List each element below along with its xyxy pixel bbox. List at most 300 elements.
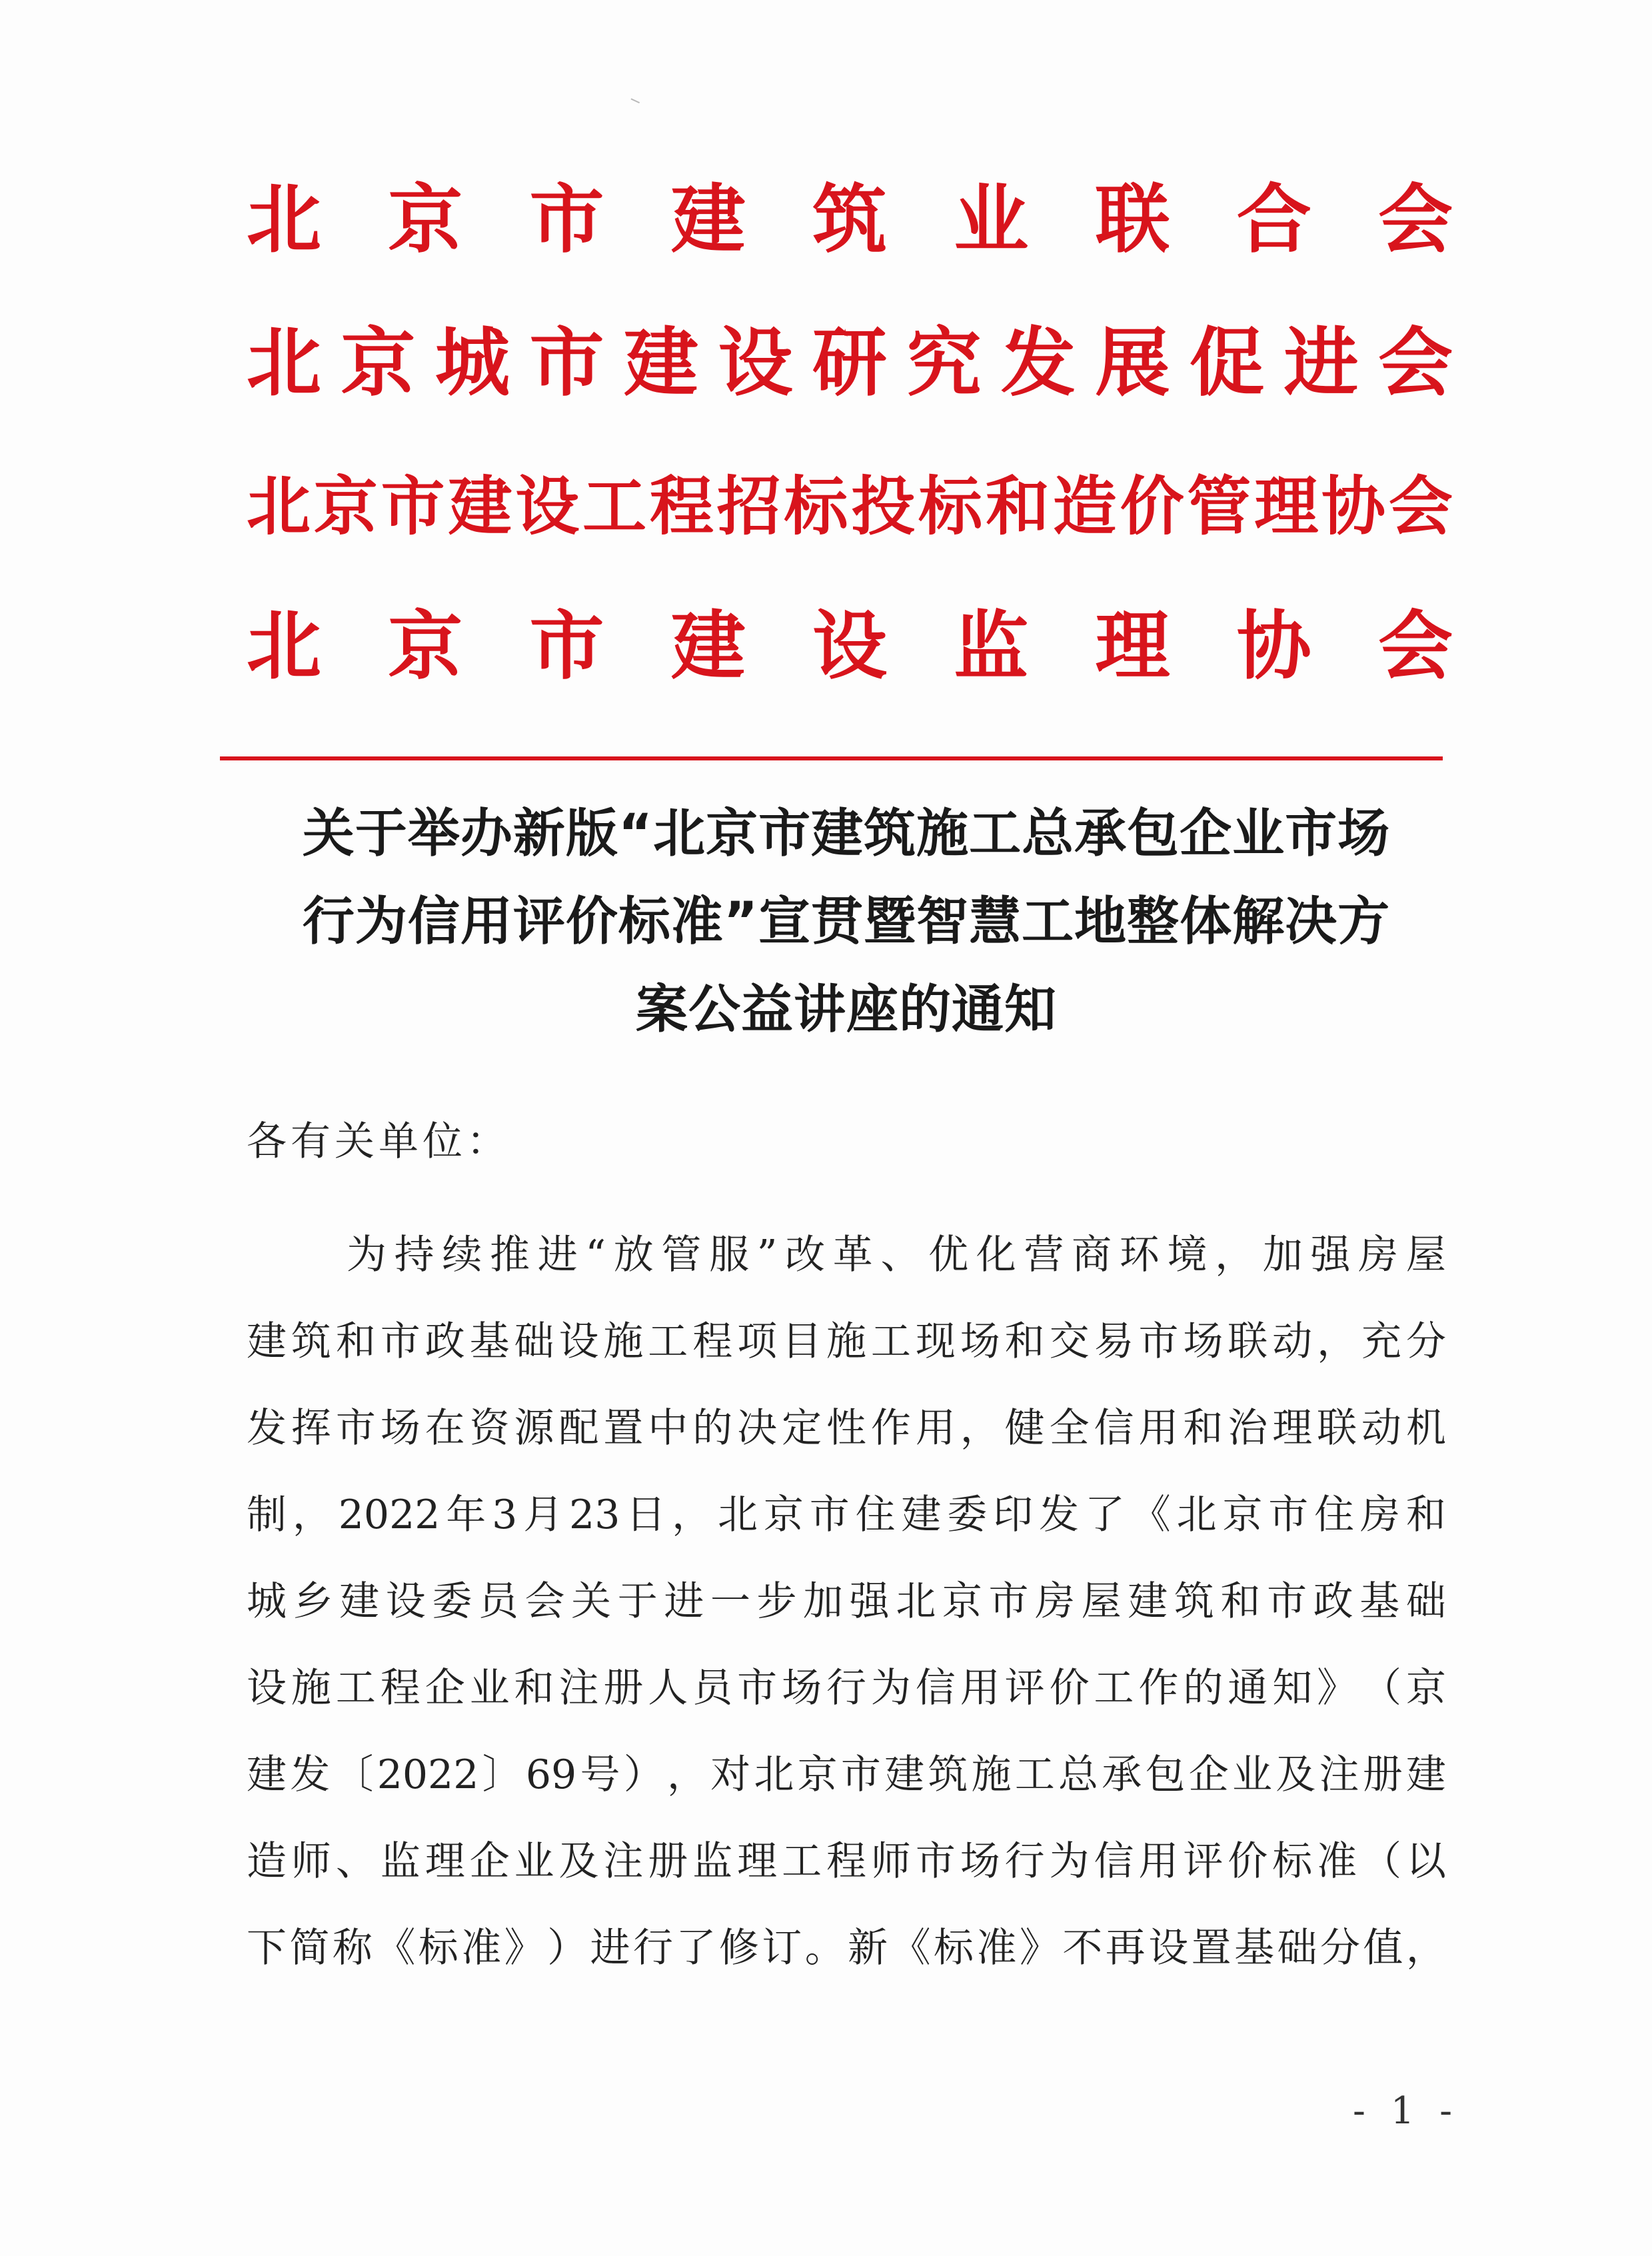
text-glyph: 交 — [1049, 1318, 1090, 1365]
text-glyph: 简 — [289, 1925, 330, 1971]
text-glyph: 城 — [435, 320, 510, 407]
text-glyph: 订 — [762, 1925, 802, 1971]
text-glyph: 施 — [971, 1751, 1012, 1798]
text-glyph: 用 — [915, 1405, 956, 1452]
text-glyph: 发 — [1001, 320, 1076, 407]
text-glyph: 房 — [1035, 1578, 1076, 1625]
text-glyph: 政 — [424, 1318, 465, 1365]
text-glyph: “ — [585, 1232, 606, 1278]
text-glyph: 化 — [976, 1232, 1016, 1278]
text-glyph: 项 — [737, 1318, 778, 1365]
text-glyph: 为 — [1049, 1838, 1090, 1885]
text-glyph: 市 — [840, 1751, 881, 1798]
text-glyph: 京 — [797, 1751, 838, 1798]
text-glyph: 促 — [1190, 320, 1264, 407]
text-glyph: 程 — [692, 1318, 733, 1365]
text-glyph: 治 — [1228, 1405, 1268, 1452]
text-glyph: 会 — [1378, 177, 1453, 263]
text-glyph: 现 — [915, 1318, 956, 1365]
text-glyph: 市 — [915, 1838, 956, 1885]
red-header-rule — [220, 756, 1443, 760]
text-glyph: 场 — [782, 1665, 822, 1711]
text-glyph: 分 — [1405, 1318, 1446, 1365]
text-glyph: 和 — [1220, 1578, 1261, 1625]
body-line — [247, 1558, 1446, 1645]
text-glyph: 市 — [809, 1492, 850, 1538]
text-glyph: 易 — [1094, 1318, 1134, 1365]
text-glyph: 信 — [1094, 1838, 1134, 1885]
text-glyph: 价 — [1049, 1665, 1090, 1711]
text-glyph: 》 — [504, 1925, 544, 1971]
text-glyph: 制 — [247, 1492, 287, 1538]
text-glyph: 市 — [380, 1318, 420, 1365]
text-glyph: 信 — [1094, 1405, 1134, 1452]
text-glyph: 行 — [632, 1925, 673, 1971]
text-glyph: 号 — [580, 1751, 620, 1798]
text-glyph: 《 — [890, 1925, 931, 1971]
text-glyph: 和 — [514, 1665, 554, 1711]
text-glyph: ） — [547, 1925, 588, 1971]
text-glyph: 企 — [424, 1665, 465, 1711]
text-glyph: 北 — [247, 469, 311, 544]
text-glyph: 年 — [446, 1492, 486, 1538]
text-glyph: 推 — [490, 1232, 530, 1278]
text-glyph: 筑 — [812, 177, 887, 263]
text-glyph: 置 — [1191, 1925, 1232, 1971]
text-glyph: ， — [1215, 1232, 1255, 1278]
text-glyph: 册 — [1362, 1751, 1403, 1798]
text-glyph: 册 — [603, 1665, 644, 1711]
text-glyph: 政 — [1313, 1578, 1353, 1625]
text-glyph: 协 — [1321, 469, 1385, 544]
text-glyph: 注 — [603, 1838, 644, 1885]
text-glyph: 人 — [648, 1665, 688, 1711]
text-glyph: 为 — [347, 1232, 387, 1278]
text-glyph: 在 — [424, 1405, 465, 1452]
text-glyph: 市 — [1268, 1492, 1309, 1538]
text-glyph: 建 — [884, 1751, 925, 1798]
text-glyph: 程 — [380, 1665, 420, 1711]
text-glyph: 2022 — [338, 1492, 440, 1538]
body-line — [247, 1905, 1446, 1991]
text-glyph: 发 — [290, 1751, 331, 1798]
text-glyph: 研 — [812, 320, 887, 407]
text-glyph: 京 — [1222, 1492, 1263, 1538]
text-glyph: 用 — [960, 1665, 1000, 1711]
text-glyph: 会 — [524, 1578, 565, 1625]
text-glyph: （ — [1361, 1838, 1402, 1885]
text-glyph: 发 — [1039, 1492, 1079, 1538]
text-glyph: 建 — [1128, 1578, 1168, 1625]
text-glyph: 》 — [1317, 1665, 1357, 1711]
text-glyph: 城 — [247, 1578, 287, 1625]
body-line — [247, 1212, 1446, 1298]
text-glyph: 印 — [993, 1492, 1034, 1538]
text-glyph: 住 — [855, 1492, 896, 1538]
scan-artifact — [629, 98, 640, 107]
text-glyph: 决 — [737, 1405, 778, 1452]
text-glyph: 进 — [537, 1232, 578, 1278]
text-glyph: 建 — [448, 469, 512, 544]
text-glyph: 造 — [1052, 469, 1117, 544]
text-glyph: 用 — [1138, 1838, 1179, 1885]
text-glyph: 场 — [960, 1838, 1000, 1885]
text-glyph: 用 — [1138, 1405, 1179, 1452]
text-glyph: 础 — [514, 1318, 554, 1365]
text-glyph: 、 — [880, 1232, 921, 1278]
text-glyph: 基 — [469, 1318, 510, 1365]
text-glyph: 目 — [782, 1318, 822, 1365]
text-glyph: 投 — [851, 469, 916, 544]
text-glyph: 北 — [754, 1751, 794, 1798]
text-glyph: 建 — [670, 177, 746, 263]
text-glyph: （ — [1361, 1665, 1402, 1711]
text-glyph: 设 — [247, 1665, 287, 1711]
text-glyph: 一 — [710, 1578, 750, 1625]
text-glyph: 和 — [1004, 1318, 1045, 1365]
text-glyph: 下 — [247, 1925, 287, 1971]
text-glyph: 准 — [976, 1925, 1017, 1971]
text-glyph: 市 — [1267, 1578, 1307, 1625]
text-glyph: 商 — [1072, 1232, 1112, 1278]
text-glyph: 置 — [603, 1405, 644, 1452]
text-glyph: 工 — [582, 469, 647, 544]
text-glyph: 管 — [661, 1232, 702, 1278]
text-glyph: 作 — [1138, 1665, 1179, 1711]
text-glyph: 值 — [1363, 1925, 1403, 1971]
text-glyph: 协 — [1236, 603, 1311, 690]
text-glyph: 包 — [1145, 1751, 1186, 1798]
text-glyph: 础 — [1277, 1925, 1317, 1971]
text-glyph: 建 — [670, 603, 746, 690]
text-glyph: 的 — [1183, 1665, 1224, 1711]
text-glyph: 设 — [812, 603, 887, 690]
text-glyph: 理 — [737, 1838, 778, 1885]
text-glyph: 了 — [676, 1925, 716, 1971]
text-glyph: 再 — [1105, 1925, 1146, 1971]
text-glyph: 市 — [737, 1665, 778, 1711]
text-glyph: 行 — [1004, 1838, 1045, 1885]
text-glyph: 理 — [1095, 603, 1170, 690]
text-glyph: 准 — [1317, 1838, 1357, 1885]
body-line — [247, 1472, 1446, 1558]
text-glyph: 业 — [954, 177, 1029, 263]
text-glyph: 工 — [335, 1665, 376, 1711]
text-glyph: 价 — [1228, 1838, 1268, 1885]
text-glyph: 及 — [558, 1838, 599, 1885]
text-glyph: 《 — [375, 1925, 416, 1971]
text-glyph: 合 — [1236, 177, 1311, 263]
body-line — [247, 1818, 1446, 1905]
text-glyph: 程 — [649, 469, 714, 544]
text-glyph: ， — [672, 1492, 712, 1538]
text-glyph: 市 — [381, 469, 445, 544]
document-title — [240, 790, 1453, 1054]
text-glyph: 知 — [1272, 1665, 1313, 1711]
org-name-2 — [247, 313, 1453, 413]
text-glyph: 月 — [523, 1492, 564, 1538]
text-glyph: 京 — [313, 469, 378, 544]
text-glyph: 。 — [804, 1925, 845, 1971]
text-glyph: 管 — [1187, 469, 1251, 544]
title-line-3: 案公益讲座的通知 — [635, 980, 1057, 1040]
text-glyph: 员 — [692, 1665, 733, 1711]
salutation: 各有关单位： — [247, 1118, 510, 1165]
text-glyph: 加 — [1262, 1232, 1303, 1278]
text-glyph: 业 — [1232, 1751, 1272, 1798]
text-glyph: 建 — [1405, 1751, 1446, 1798]
org-name-3 — [247, 457, 1453, 557]
text-glyph: 23 — [569, 1492, 620, 1538]
text-glyph: 招 — [716, 469, 781, 544]
text-glyph: 基 — [1359, 1578, 1400, 1625]
text-glyph: ， — [960, 1405, 1000, 1452]
text-glyph: 评 — [1004, 1665, 1045, 1711]
text-glyph: 员 — [478, 1578, 518, 1625]
text-glyph: 业 — [514, 1838, 554, 1885]
text-glyph: 市 — [335, 1405, 376, 1452]
text-glyph: 究 — [906, 320, 982, 407]
body-line — [247, 1731, 1446, 1818]
text-glyph: 于 — [617, 1578, 658, 1625]
text-glyph: 强 — [1310, 1232, 1351, 1278]
text-glyph: 联 — [1317, 1405, 1357, 1452]
text-glyph: 会 — [1378, 320, 1453, 407]
text-glyph: 配 — [558, 1405, 599, 1452]
text-glyph: 和 — [335, 1318, 376, 1365]
text-glyph: 设 — [718, 320, 793, 407]
text-glyph: 京 — [341, 320, 416, 407]
text-glyph: 师 — [870, 1838, 911, 1885]
text-glyph: 筑 — [291, 1318, 331, 1365]
text-glyph: 筑 — [1174, 1578, 1214, 1625]
text-glyph: 京 — [388, 177, 463, 263]
text-glyph: 会 — [1388, 469, 1453, 544]
text-glyph: 性 — [826, 1405, 866, 1452]
text-glyph: 革 — [832, 1232, 873, 1278]
text-glyph: 注 — [558, 1665, 599, 1711]
text-glyph: ， — [1405, 1925, 1446, 1971]
text-glyph: 行 — [826, 1665, 866, 1711]
text-glyph: 建 — [901, 1492, 942, 1538]
text-glyph: 市 — [529, 177, 604, 263]
text-glyph: 监 — [692, 1838, 733, 1885]
text-glyph: 册 — [648, 1838, 688, 1885]
text-glyph: 不 — [1062, 1925, 1103, 1971]
text-glyph: 工 — [870, 1318, 911, 1365]
text-glyph: 场 — [960, 1318, 1000, 1365]
text-glyph: 房 — [1360, 1492, 1401, 1538]
text-glyph: 北 — [247, 603, 321, 690]
text-glyph: 市 — [988, 1578, 1029, 1625]
text-glyph: 监 — [954, 603, 1029, 690]
text-glyph: 北 — [247, 177, 321, 263]
text-glyph: 发 — [247, 1405, 287, 1452]
text-glyph: 业 — [469, 1665, 510, 1711]
text-glyph: 造 — [247, 1838, 287, 1885]
text-glyph: 施 — [291, 1665, 331, 1711]
text-glyph: 理 — [1254, 469, 1319, 544]
text-glyph: 进 — [1283, 320, 1359, 407]
text-glyph: 京 — [763, 1492, 804, 1538]
text-glyph: 工 — [782, 1838, 822, 1885]
text-glyph: 动 — [1361, 1405, 1402, 1452]
text-glyph: 乡 — [293, 1578, 333, 1625]
text-glyph: 环 — [1119, 1232, 1160, 1278]
text-glyph: 北 — [1176, 1492, 1217, 1538]
text-glyph: 定 — [782, 1405, 822, 1452]
text-glyph: 强 — [849, 1578, 890, 1625]
text-glyph: 展 — [1095, 320, 1170, 407]
text-glyph: 屋 — [1405, 1232, 1446, 1278]
text-glyph: ， — [292, 1492, 333, 1538]
text-glyph: 健 — [1004, 1405, 1045, 1452]
text-glyph: ） — [623, 1751, 664, 1798]
text-glyph: 分 — [1319, 1925, 1360, 1971]
text-glyph: 标 — [934, 1925, 974, 1971]
text-glyph: 委 — [432, 1578, 472, 1625]
text-glyph: 69 — [525, 1751, 577, 1798]
text-glyph: 步 — [756, 1578, 797, 1625]
text-glyph: 进 — [664, 1578, 704, 1625]
text-glyph: 标 — [784, 469, 848, 544]
text-glyph: 和 — [1183, 1405, 1224, 1452]
text-glyph: ” — [756, 1232, 778, 1278]
text-glyph: ， — [666, 1751, 707, 1798]
text-glyph: 〕 — [482, 1751, 522, 1798]
text-glyph: 资 — [469, 1405, 510, 1452]
text-glyph: 住 — [1314, 1492, 1355, 1538]
text-glyph: 新 — [848, 1925, 888, 1971]
text-glyph: 理 — [424, 1838, 465, 1885]
org-name-4 — [247, 596, 1453, 696]
text-glyph: 京 — [388, 603, 463, 690]
text-glyph: 会 — [1378, 603, 1453, 690]
text-glyph: 建 — [339, 1578, 380, 1625]
text-glyph: 作 — [870, 1405, 911, 1452]
text-glyph: 续 — [442, 1232, 482, 1278]
text-glyph: 设 — [1148, 1925, 1189, 1971]
text-glyph: 改 — [785, 1232, 826, 1278]
text-glyph: 《 — [1130, 1492, 1171, 1538]
text-glyph: 北 — [247, 320, 321, 407]
text-glyph: 中 — [648, 1405, 688, 1452]
text-glyph: 标 — [418, 1925, 458, 1971]
body-line — [247, 1645, 1446, 1731]
text-glyph: 北 — [896, 1578, 936, 1625]
text-glyph: 源 — [514, 1405, 554, 1452]
org-name-1 — [247, 170, 1453, 270]
text-glyph: 持 — [394, 1232, 434, 1278]
text-glyph: 注 — [1319, 1751, 1359, 1798]
text-glyph: 充 — [1361, 1318, 1402, 1365]
text-glyph: 服 — [709, 1232, 750, 1278]
text-glyph: 师 — [291, 1838, 331, 1885]
text-glyph: 工 — [1014, 1751, 1055, 1798]
body-paragraph — [247, 1212, 1446, 1991]
text-glyph: 以 — [1405, 1838, 1446, 1885]
text-glyph: 施 — [826, 1318, 866, 1365]
text-glyph: 联 — [1095, 177, 1170, 263]
text-glyph: 屋 — [1081, 1578, 1122, 1625]
text-glyph: 理 — [1272, 1405, 1313, 1452]
title-line-2: 行为信用评价标准”宣贯暨智慧工地整体解决方 — [302, 892, 1391, 952]
text-glyph: 3 — [492, 1492, 518, 1538]
text-glyph: 设 — [558, 1318, 599, 1365]
text-glyph: 机 — [1405, 1405, 1446, 1452]
text-glyph: 企 — [1188, 1751, 1229, 1798]
text-glyph: 建 — [624, 320, 698, 407]
text-glyph: 为 — [870, 1665, 911, 1711]
text-glyph: 标 — [918, 469, 983, 544]
text-glyph: 和 — [985, 469, 1050, 544]
text-glyph: 称 — [332, 1925, 373, 1971]
text-glyph: 程 — [826, 1838, 866, 1885]
text-glyph: 动 — [1272, 1318, 1313, 1365]
text-glyph: 优 — [928, 1232, 969, 1278]
title-line-1: 关于举办新版“北京市建筑施工总承包企业市场 — [302, 804, 1391, 864]
text-glyph: 关 — [571, 1578, 612, 1625]
text-glyph: 通 — [1228, 1665, 1268, 1711]
text-glyph: 监 — [380, 1838, 420, 1885]
text-glyph: 挥 — [291, 1405, 331, 1452]
text-glyph: 承 — [1102, 1751, 1142, 1798]
text-glyph: 及 — [1275, 1751, 1316, 1798]
text-glyph: 工 — [648, 1318, 688, 1365]
text-glyph: 境 — [1167, 1232, 1208, 1278]
text-glyph: 的 — [692, 1405, 733, 1452]
text-glyph: 了 — [1084, 1492, 1125, 1538]
text-glyph: 筑 — [928, 1751, 968, 1798]
text-glyph: 总 — [1058, 1751, 1099, 1798]
text-glyph: 设 — [515, 469, 580, 544]
text-glyph: 2022 — [377, 1751, 479, 1798]
text-glyph: 京 — [1405, 1665, 1446, 1711]
text-glyph: 》 — [1019, 1925, 1060, 1971]
text-glyph: 、 — [335, 1838, 376, 1885]
text-glyph: 设 — [385, 1578, 426, 1625]
text-glyph: 础 — [1405, 1578, 1446, 1625]
text-glyph: 北 — [717, 1492, 758, 1538]
text-glyph: 京 — [942, 1578, 982, 1625]
text-glyph: 修 — [718, 1925, 759, 1971]
text-glyph: 营 — [1024, 1232, 1064, 1278]
text-glyph: 施 — [603, 1318, 644, 1365]
text-glyph: 进 — [590, 1925, 630, 1971]
text-glyph: 建 — [247, 1751, 287, 1798]
text-glyph: 标 — [1272, 1838, 1313, 1885]
page-number: - 1 - — [1353, 2089, 1459, 2133]
text-glyph: 对 — [710, 1751, 751, 1798]
text-glyph: 市 — [529, 603, 604, 690]
text-glyph: 企 — [469, 1838, 510, 1885]
text-glyph: 评 — [1183, 1838, 1224, 1885]
text-glyph: 加 — [803, 1578, 844, 1625]
body-line — [247, 1385, 1446, 1472]
text-glyph: 〔 — [333, 1751, 374, 1798]
text-glyph: 价 — [1120, 469, 1184, 544]
text-glyph: 场 — [1183, 1318, 1224, 1365]
text-glyph: 信 — [915, 1665, 956, 1711]
body-line — [247, 1298, 1446, 1385]
text-glyph: 准 — [461, 1925, 502, 1971]
text-glyph: 房 — [1358, 1232, 1399, 1278]
text-glyph: 和 — [1405, 1492, 1446, 1538]
text-glyph: ， — [1317, 1318, 1357, 1365]
text-glyph: 放 — [613, 1232, 654, 1278]
text-glyph: 联 — [1228, 1318, 1268, 1365]
text-glyph: 工 — [1094, 1665, 1134, 1711]
